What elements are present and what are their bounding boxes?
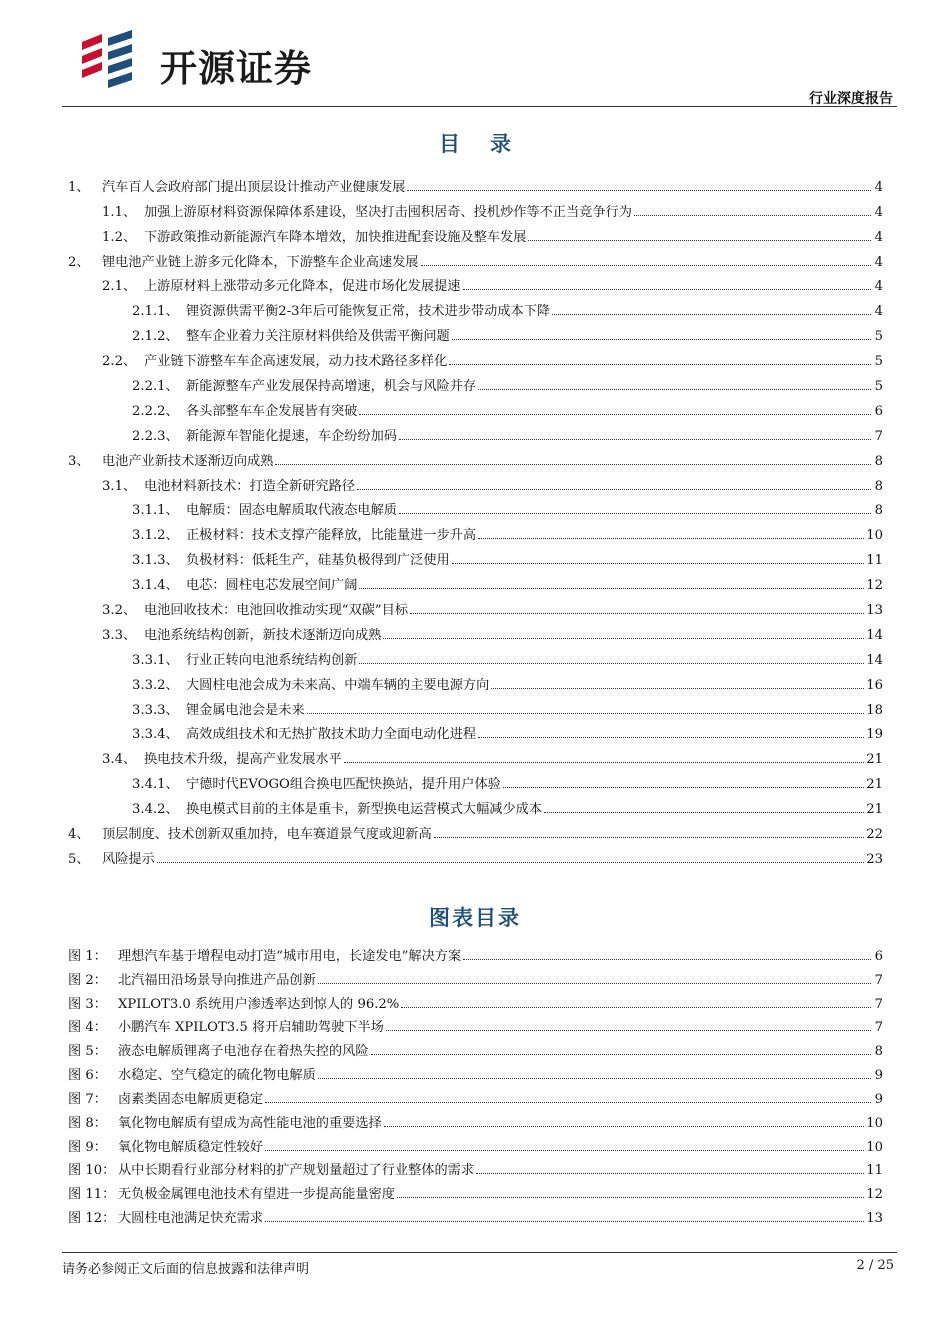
toc-entry-leader [157, 862, 864, 863]
toc-entry-page: 4 [874, 254, 883, 270]
toc-entry-leader [421, 265, 872, 266]
figure-entry-leader [318, 983, 871, 984]
toc-entry-leader [383, 638, 864, 639]
toc-entry-number: 2、 [68, 254, 90, 270]
toc-entry[interactable] [68, 568, 883, 593]
toc-entry-title: 换电模式目前的主体是重卡，新型换电运营模式大幅减少成本 [186, 802, 543, 818]
toc-entry[interactable] [68, 842, 883, 867]
toc-entry-leader [544, 812, 864, 813]
toc-entry-title: 正极材料：技术支撑产能释放，比能量进一步升高 [186, 528, 477, 544]
figure-entry-leader [476, 1173, 864, 1174]
figure-entry-number: 图 6： [68, 1068, 107, 1084]
page-indicator: 2 / 25 [856, 1258, 894, 1273]
toc-entry-page: 6 [874, 403, 883, 419]
figure-entry[interactable] [68, 1131, 883, 1155]
figure-entry-number: 图 8： [68, 1115, 107, 1131]
figure-entry-page: 7 [874, 1020, 883, 1036]
toc-entry-leader [359, 588, 864, 589]
toc-entry-page: 14 [866, 627, 883, 643]
figure-entry-number: 图 9： [68, 1139, 107, 1155]
toc-entry[interactable] [68, 593, 883, 618]
toc-entry-page: 22 [866, 827, 883, 843]
toc-entry-leader [463, 289, 872, 290]
figure-entry-page: 12 [866, 1187, 883, 1203]
toc-entry-number: 1、 [68, 179, 90, 195]
toc-entry[interactable] [68, 319, 883, 344]
figure-entry-title: 理想汽车基于增程电动打造“城市用电，长途发电”解决方案 [118, 948, 462, 964]
toc-title: 目录 [439, 132, 541, 156]
toc-entry[interactable] [68, 195, 883, 220]
figure-entry[interactable] [68, 1083, 883, 1107]
figure-entry-leader [401, 1007, 871, 1008]
figure-entry-leader [397, 1197, 864, 1198]
figure-entry-number: 图 5： [68, 1044, 107, 1060]
figure-entry-leader [265, 1102, 871, 1103]
toc-entry-title: 电解质：固态电解质取代液态电解质 [186, 503, 397, 519]
figure-entry-title: 氧化物电解质有望成为高性能电池的重要选择 [118, 1115, 382, 1131]
toc-entry-number: 3.3.3、 [132, 702, 179, 718]
toc-entry-page: 8 [874, 503, 883, 519]
figure-entry[interactable] [68, 1035, 883, 1059]
toc-entry-leader [399, 513, 871, 514]
figure-entry-page: 9 [874, 1068, 883, 1084]
figure-entry-title: 卤素类固态电解质更稳定 [118, 1091, 264, 1107]
toc-entry-page: 5 [874, 329, 883, 345]
toc-entry-leader [434, 837, 865, 838]
figure-entry-number: 图 3： [68, 996, 107, 1012]
toc-entry-leader [407, 190, 871, 191]
toc-entry-title: 新能源整车产业发展保持高增速，机会与风险并存 [186, 379, 477, 395]
toc-entry-title: 整车企业着力关注原材料供给及供需平衡问题 [186, 329, 450, 345]
toc-entry-number: 3.1.1、 [132, 503, 179, 519]
figure-entry-page: 7 [874, 996, 883, 1012]
toc-entry-page: 13 [866, 603, 883, 619]
toc-entry-title: 风险提示 [102, 851, 155, 867]
logo-text: 开源证券 [160, 47, 312, 90]
toc-entry-number: 2.1.1、 [132, 304, 179, 320]
figure-entry-title: 北汽福田沿场景导向推进产品创新 [118, 972, 316, 988]
toc-entry-page: 12 [866, 578, 883, 594]
figure-entry-leader [318, 1078, 871, 1079]
figure-entry-number: 图 4： [68, 1020, 107, 1036]
figure-entry-leader [265, 1221, 864, 1222]
toc-entry[interactable] [68, 643, 883, 668]
toc-entry-number: 3.3.2、 [132, 677, 179, 693]
toc-entry-number: 3.1、 [102, 478, 137, 494]
toc-entry[interactable] [68, 693, 883, 718]
toc-entry[interactable] [68, 742, 883, 767]
toc-entry-number: 3.1.4、 [132, 578, 179, 594]
toc-entry-number: 3.4、 [102, 752, 137, 768]
toc-entry-page: 21 [866, 752, 883, 768]
figure-entry[interactable] [68, 1107, 883, 1131]
figure-entry-title: 氧化物电解质稳定性较好 [118, 1139, 264, 1155]
toc-entry-title: 宁德时代EVOGO组合换电匹配快换站，提升用户体验 [186, 777, 501, 793]
figure-entry-leader [384, 1126, 864, 1127]
figure-entry-number: 图 2： [68, 972, 107, 988]
toc-entry-title: 高效成组技术和无热扩散技术助力全面电动化进程 [186, 727, 477, 743]
toc-entry-page: 18 [866, 702, 883, 718]
toc-entry-leader [491, 688, 864, 689]
toc-entry[interactable] [68, 220, 883, 245]
figure-entry-page: 11 [866, 1163, 883, 1179]
toc-entry-page: 7 [874, 428, 883, 444]
toc-entry[interactable] [68, 792, 883, 817]
figure-entry-title: 液态电解质锂离子电池存在着热失控的风险 [118, 1044, 369, 1060]
figure-entry[interactable] [68, 1178, 883, 1202]
figure-entry-title: 小鹏汽车 XPILOT3.5 将开启辅助驾驶下半场 [118, 1020, 384, 1036]
toc-entry-page: 11 [866, 553, 883, 569]
page-header [62, 18, 897, 106]
toc-entry-title: 换电技术升级，提高产业发展水平 [144, 752, 342, 768]
figure-entry-number: 图 11： [68, 1187, 116, 1203]
toc-entry-page: 5 [874, 354, 883, 370]
toc-entry-page: 14 [866, 652, 883, 668]
toc-entry-page: 19 [866, 727, 883, 743]
toc-entry-number: 1.1、 [102, 204, 137, 220]
toc-entry-number: 2.2、 [102, 354, 137, 370]
figure-index-title: 图表目录 [429, 906, 521, 930]
figure-entry[interactable] [68, 1012, 883, 1036]
toc-entry-number: 3.3、 [102, 627, 137, 643]
toc-entry-number: 3.4.1、 [132, 777, 179, 793]
toc-entry-number: 2.2.2、 [132, 403, 179, 419]
figure-entry-title: 水稳定、空气稳定的硫化物电解质 [118, 1068, 316, 1084]
toc-entry-number: 3、 [68, 453, 90, 469]
toc-entry-title: 锂电池产业链上游多元化降本，下游整车企业高速发展 [102, 254, 419, 270]
figure-entry-page: 7 [874, 972, 883, 988]
toc-entry-title: 电芯：圆柱电芯发展空间广阔 [186, 578, 358, 594]
toc-entry-leader [452, 563, 864, 564]
figure-entry[interactable] [68, 988, 883, 1012]
toc-entry-number: 3.1.2、 [132, 528, 179, 544]
toc-entry-page: 4 [874, 279, 883, 295]
toc-entry-leader [359, 663, 864, 664]
toc-entry-number: 2.1.2、 [132, 329, 179, 345]
figure-entry-title: 大圆柱电池满足快充需求 [118, 1211, 264, 1227]
toc-entry-leader [410, 613, 864, 614]
toc-entry-leader [528, 240, 871, 241]
toc-entry-page: 16 [866, 677, 883, 693]
toc-entry-title: 汽车百人会政府部门提出顶层设计推动产业健康发展 [102, 179, 406, 195]
figure-entry-page: 10 [866, 1115, 883, 1131]
toc-entry[interactable] [68, 170, 883, 195]
toc-entry-number: 1.2、 [102, 229, 137, 245]
toc-entry[interactable] [68, 618, 883, 643]
toc-entry-page: 23 [866, 851, 883, 867]
toc-entry-leader [275, 464, 871, 465]
toc-entry-number: 2.1、 [102, 279, 137, 295]
logo-icon [76, 28, 140, 92]
toc-entry-page: 4 [874, 204, 883, 220]
toc-entry-leader [344, 762, 864, 763]
toc-entry[interactable] [68, 270, 883, 295]
toc-entry-leader [478, 538, 864, 539]
toc-entry[interactable] [68, 394, 883, 419]
toc-entry-page: 5 [874, 379, 883, 395]
toc-entry[interactable] [68, 668, 883, 693]
toc-entry-number: 3.1.3、 [132, 553, 179, 569]
figure-entry-title: 无负极金属锂电池技术有望进一步提高能量密度 [118, 1187, 395, 1203]
toc-entry-title: 电池回收技术：电池回收推动实现“双碳”目标 [144, 603, 409, 619]
toc-list [68, 170, 883, 867]
figure-entry[interactable] [68, 1202, 883, 1226]
toc-entry[interactable] [68, 767, 883, 792]
toc-entry-number: 2.2.1、 [132, 379, 179, 395]
figure-entry-page: 13 [866, 1211, 883, 1227]
toc-entry-page: 8 [874, 478, 883, 494]
toc-entry-title: 加强上游原材料资源保障体系建设，坚决打击囤积居奇、投机炒作等不正当竞争行为 [144, 204, 632, 220]
toc-entry-number: 3.2、 [102, 603, 137, 619]
toc-entry-title: 锂资源供需平衡2-3年后可能恢复正常，技术进步带动成本下降 [186, 304, 551, 320]
toc-entry-title: 电池材料新技术：打造全新研究路径 [144, 478, 355, 494]
toc-entry[interactable] [68, 718, 883, 743]
toc-entry[interactable] [68, 518, 883, 543]
toc-entry-number: 3.3.4、 [132, 727, 179, 743]
toc-entry-leader [357, 489, 871, 490]
footer-disclaimer: 请务必参阅正文后面的信息披露和法律声明 [62, 1262, 310, 1277]
toc-entry-page: 21 [866, 802, 883, 818]
figure-entry-number: 图 1： [68, 948, 107, 964]
toc-entry-title: 顶层制度、技术创新双重加持，电车赛道景气度或迎新高 [102, 827, 432, 843]
figure-entry[interactable] [68, 940, 883, 964]
toc-entry-page: 8 [874, 453, 883, 469]
figure-entry-number: 图 12： [68, 1211, 116, 1227]
toc-entry-leader [399, 439, 871, 440]
toc-entry-number: 3.4.2、 [132, 802, 179, 818]
figure-entry-title: 从中长期看行业部分材料的扩产规划量超过了行业整体的需求 [118, 1163, 475, 1179]
toc-entry-number: 4、 [68, 827, 90, 843]
toc-entry-page: 10 [866, 528, 883, 544]
toc-entry-leader [478, 737, 864, 738]
toc-entry-title: 下游政策推动新能源汽车降本增效，加快推进配套设施及整车发展 [144, 229, 527, 245]
toc-entry-leader [452, 339, 871, 340]
figure-entry-page: 6 [874, 948, 883, 964]
toc-entry[interactable] [68, 294, 883, 319]
figure-entry-number: 图 10： [68, 1163, 116, 1179]
figure-entry[interactable] [68, 1059, 883, 1083]
toc-entry-leader [503, 787, 864, 788]
figure-entry-leader [463, 959, 871, 960]
header-divider [62, 106, 897, 107]
figure-entry[interactable] [68, 964, 883, 988]
toc-entry-title: 负极材料：低耗生产，硅基负极得到广泛使用 [186, 553, 450, 569]
figure-index-list [68, 940, 883, 1226]
figure-entry-title: XPILOT3.0 系统用户渗透率达到惊人的 96.2% [118, 996, 400, 1012]
toc-entry-page: 4 [874, 229, 883, 245]
toc-entry[interactable] [68, 817, 883, 842]
toc-entry-leader [478, 389, 871, 390]
figure-entry-page: 10 [866, 1139, 883, 1155]
toc-entry[interactable] [68, 494, 883, 519]
toc-entry-title: 电池产业新技术逐渐迈向成熟 [102, 453, 274, 469]
toc-entry[interactable] [68, 419, 883, 444]
toc-entry-leader [449, 364, 871, 365]
toc-entry-number: 2.2.3、 [132, 428, 179, 444]
toc-entry-title: 产业链下游整车车企高速发展，动力技术路径多样化 [144, 354, 448, 370]
figure-entry-leader [386, 1030, 871, 1031]
figure-entry-page: 9 [874, 1091, 883, 1107]
toc-entry-page: 21 [866, 777, 883, 793]
figure-entry-leader [265, 1150, 864, 1151]
toc-entry-number: 3.3.1、 [132, 652, 179, 668]
figure-entry[interactable] [68, 1155, 883, 1179]
toc-entry-leader [307, 713, 865, 714]
toc-entry[interactable] [68, 444, 883, 469]
toc-entry[interactable] [68, 369, 883, 394]
toc-entry-title: 电池系统结构创新，新技术逐渐迈向成熟 [144, 627, 382, 643]
toc-entry-title: 锂金属电池会是未来 [186, 702, 305, 718]
toc-entry[interactable] [68, 344, 883, 369]
toc-entry-leader [552, 314, 871, 315]
toc-entry-title: 各头部整车车企发展皆有突破 [186, 403, 358, 419]
figure-entry-leader [371, 1054, 871, 1055]
figure-entry-number: 图 7： [68, 1091, 107, 1107]
report-type-label: 行业深度报告 [809, 91, 893, 107]
toc-entry[interactable] [68, 543, 883, 568]
toc-entry-title: 大圆柱电池会成为未来高、中端车辆的主要电源方向 [186, 677, 490, 693]
toc-entry-title: 上游原材料上涨带动多元化降本，促进市场化发展提速 [144, 279, 461, 295]
toc-entry-page: 4 [874, 304, 883, 320]
toc-entry-number: 5、 [68, 851, 90, 867]
toc-entry-title: 行业正转向电池系统结构创新 [186, 652, 358, 668]
figure-entry-page: 8 [874, 1044, 883, 1060]
toc-entry-leader [359, 414, 871, 415]
footer-divider [62, 1252, 897, 1253]
toc-entry-leader [634, 215, 871, 216]
toc-entry[interactable] [68, 245, 883, 270]
toc-entry-page: 4 [874, 179, 883, 195]
toc-entry[interactable] [68, 469, 883, 494]
toc-entry-title: 新能源车智能化提速，车企纷纷加码 [186, 428, 397, 444]
